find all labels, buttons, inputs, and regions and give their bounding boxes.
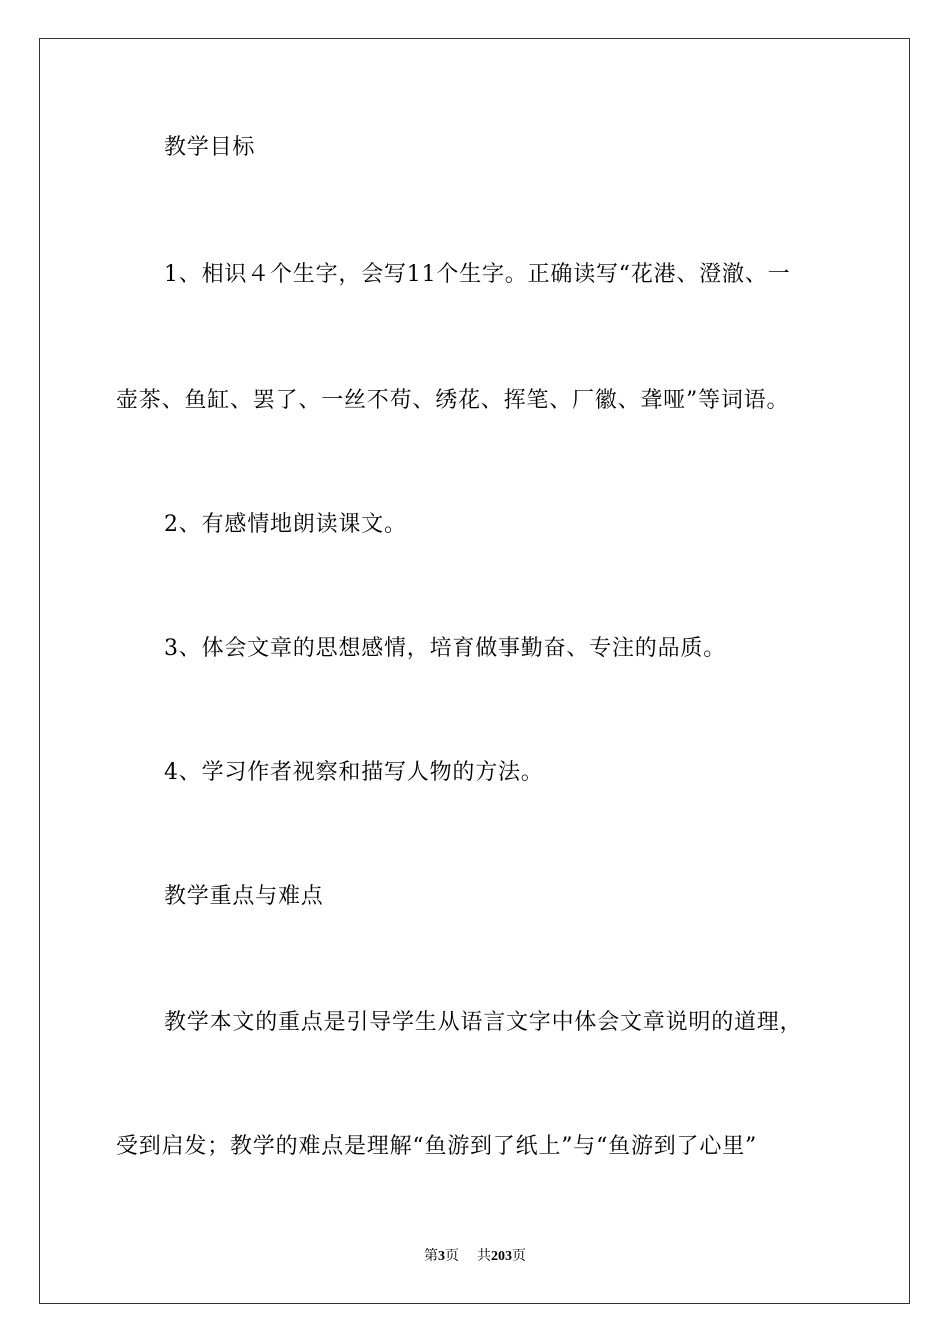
paragraph-line: 1、相识４个生字，会写11个生字。正确读写“花港、澄澈、一 [164,262,791,287]
page-frame [39,38,910,1304]
footer-total-suffix: 页 [512,1249,526,1264]
footer-total-pages: 203 [491,1249,512,1264]
footer-page-suffix: 页 [445,1249,459,1264]
heading-teaching-goals: 教学目标 [164,135,256,160]
footer-total-prefix: 共 [477,1249,491,1264]
paragraph-line: 3、体会文章的思想感情，培育做事勤奋、专注的品质。 [164,636,726,661]
paragraph-line: 4、学习作者视察和描写人物的方法。 [164,760,544,785]
footer-page-number: 3 [438,1249,445,1264]
paragraph-line: 受到启发；教学的难点是理解“鱼游到了纸上”与“鱼游到了心里” [116,1134,757,1159]
paragraph-line: 教学本文的重点是引导学生从语言文字中体会文章说明的道理， [164,1010,803,1035]
heading-key-points: 教学重点与难点 [164,884,324,909]
paragraph-line: 2、有感情地朗读课文。 [164,512,407,537]
page-footer [0,1247,950,1267]
footer-page-prefix: 第 [424,1249,438,1264]
paragraph-line: 壶茶、鱼缸、罢了、一丝不苟、绣花、挥笔、厂徽、聋哑”等词语。 [116,388,790,413]
